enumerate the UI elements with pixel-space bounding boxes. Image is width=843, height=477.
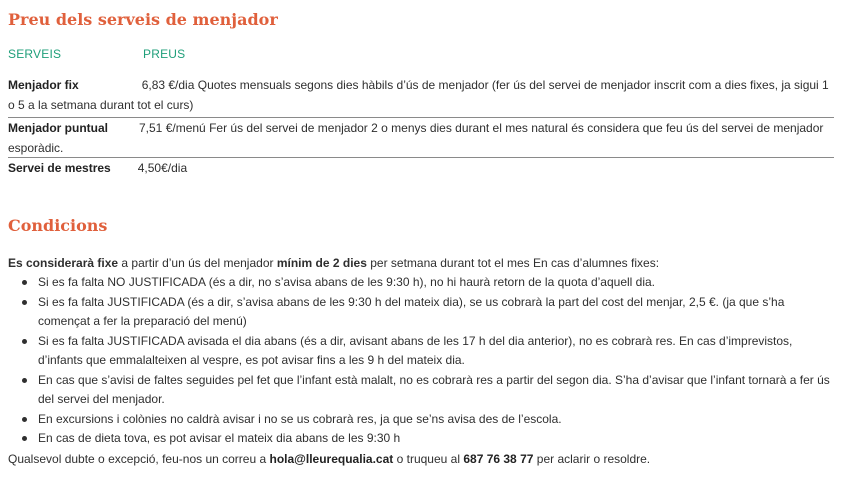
email-link[interactable]: hola@lleurequalia.cat (269, 452, 394, 466)
table-row (8, 157, 834, 179)
bullet-icon (22, 280, 27, 285)
list-item-text: Si es fa falta JUSTIFICADA avisada el dia abans (és a dir, avisant abans de les 17 h del dia anterior), no es cobrarà res. En cas d’imprevistos, d’infants que emmalalteixen al vespre, es pot avisar fins a les 9 h del mateix dia. (38, 333, 793, 367)
list-item-text: Si es fa falta JUSTIFICADA (és a dir, s’avisa abans de les 9:30 h del mateix dia), se us cobrarà la part del cost del menjar, 2,5 €. (ja que s’ha començat a fer la preparació del menú) (38, 294, 785, 328)
phone-link[interactable]: 687 76 38 77 (463, 452, 534, 466)
column-header-prices: PREUS (143, 47, 186, 61)
list-item (8, 429, 834, 449)
table-row (8, 117, 834, 158)
list-item-text: En cas que s’avisi de faltes seguides pel fet que l’infant està malalt, no es cobrarà res a partir del segon dia. S’ha d’avisar que l’infant tornarà a fer ús del servei del menjador. (38, 372, 830, 406)
conditions-intro (8, 254, 834, 274)
service-price: 4,50€/dia (137, 161, 188, 175)
prices-section-title: Preu dels serveis de menjador (8, 10, 278, 29)
bullet-icon (22, 378, 27, 383)
service-description: Fer ús del servei de menjador 2 o menys dies durant el mes natural és considera que feu ús del servei de menjador esporàdic. (8, 121, 824, 155)
service-description: Quotes mensuals segons dies hàbils d’ús de menjador (fer ús del servei de menjador inscrit com a dies fixes, ja sigui 1 o 5 a la setmana durant tot el curs) (8, 78, 829, 112)
bullet-icon (22, 436, 27, 441)
service-price: 7,51 €/menú (139, 121, 206, 135)
list-item (8, 371, 834, 410)
footer-text-end: per aclarir o resoldre. (536, 452, 651, 466)
list-item-text: En excursions i colònies no caldrà avisar i no se us cobrarà res, ja que se’ns avisa des de l’escola. (38, 411, 562, 426)
list-item (8, 332, 834, 371)
intro-text: a partir d’un ús del menjador (121, 256, 274, 270)
intro-bold-min-days: mínim de 2 dies (276, 256, 367, 270)
bullet-icon (22, 339, 27, 344)
bullet-icon (22, 300, 27, 305)
footer-text: Qualsevol dubte o excepció, feu-nos un correu a (8, 452, 267, 466)
table-header (8, 47, 186, 61)
footer-text-mid: o truqueu al (396, 452, 460, 466)
conditions-section-title: Condicions (8, 216, 108, 235)
bullet-icon (22, 417, 27, 422)
table-row (8, 76, 834, 115)
service-name: Menjador fix (8, 78, 79, 92)
list-item-text: En cas de dieta tova, es pot avisar el mateix dia abans de les 9:30 h (38, 431, 401, 445)
column-header-services: SERVEIS (8, 47, 62, 61)
list-item (8, 273, 834, 293)
list-item (8, 293, 834, 332)
list-item-text: Si es fa falta NO JUSTIFICADA (és a dir, no s’avisa abans de les 9:30 h), no hi haurà retorn de la quota d’aquell dia. (38, 275, 656, 289)
list-item (8, 410, 834, 430)
service-name: Menjador puntual (8, 121, 108, 135)
contact-footer (8, 450, 834, 470)
service-name: Servei de mestres (8, 161, 111, 175)
intro-bold-fixed: Es considerarà fixe (8, 256, 119, 270)
conditions-list (8, 273, 834, 449)
service-price: 6,83 €/dia (141, 78, 195, 92)
intro-text-end: per setmana durant tot el mes En cas d’alumnes fixes: (370, 256, 660, 270)
